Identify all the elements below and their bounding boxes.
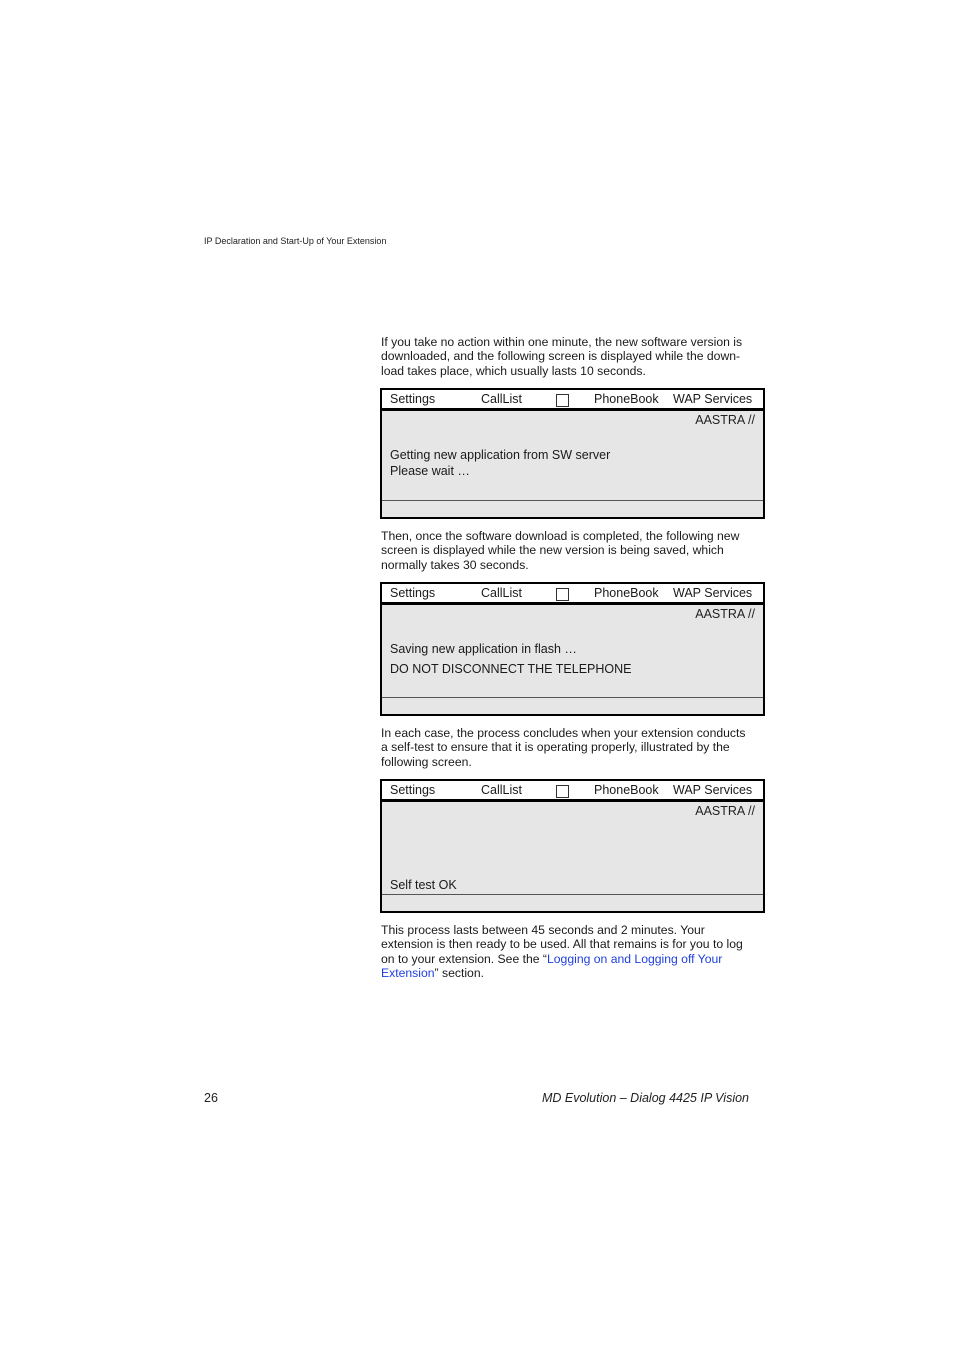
logging-on-off-link[interactable]: Logging on and Logging off Your Extension — [381, 951, 723, 981]
phone-screen-selftest — [380, 779, 765, 913]
menu-wap-services: WAP Services — [673, 586, 753, 600]
page-number: 26 — [204, 1091, 218, 1105]
menu-checkbox-icon — [556, 588, 569, 601]
screen-message-line-1: Getting new application from SW server — [390, 448, 611, 462]
screen-menu-bar — [382, 390, 763, 411]
menu-calllist: CallList — [481, 392, 522, 406]
menu-checkbox-icon — [556, 394, 569, 407]
menu-wap-services: WAP Services — [673, 392, 753, 406]
screen-menu-bar — [382, 781, 763, 802]
screen-body — [382, 411, 763, 501]
menu-calllist: CallList — [481, 783, 522, 797]
menu-phonebook: PhoneBook — [594, 586, 659, 600]
screen-footer-bar — [382, 501, 763, 517]
screen-body — [382, 605, 763, 698]
menu-settings: Settings — [390, 392, 436, 406]
aastra-logo: AASTRA // — [695, 607, 755, 621]
screen-message-line-2: DO NOT DISCONNECT THE TELEPHONE — [390, 662, 632, 676]
menu-calllist: CallList — [481, 586, 522, 600]
menu-settings: Settings — [390, 586, 436, 600]
screen-message-line-1: Saving new application in flash … — [390, 642, 577, 656]
menu-phonebook: PhoneBook — [594, 783, 659, 797]
document-title: MD Evolution – Dialog 4425 IP Vision — [541, 1091, 749, 1105]
running-header: IP Declaration and Start-Up of Your Extension — [204, 236, 387, 246]
paragraph-process-complete — [381, 923, 753, 981]
menu-wap-services: WAP Services — [673, 783, 753, 797]
menu-phonebook: PhoneBook — [594, 392, 659, 406]
aastra-logo: AASTRA // — [695, 413, 755, 427]
menu-settings: Settings — [390, 783, 436, 797]
screen-footer-bar — [382, 698, 763, 714]
screen-footer-bar — [382, 895, 763, 911]
aastra-logo: AASTRA // — [695, 804, 755, 818]
screen-message-line-1: Self test OK — [390, 878, 457, 892]
screen-body — [382, 802, 763, 895]
menu-checkbox-icon — [556, 785, 569, 798]
paragraph-text-after-link: ” section. — [434, 966, 484, 981]
screen-message-line-2: Please wait … — [390, 464, 470, 478]
screen-menu-bar — [382, 584, 763, 605]
phone-screen-saving — [380, 582, 765, 716]
paragraph-text-before-link: This process lasts between 45 seconds and 2 minutes. Your extension is then ready to be used. All that remains is for you to log on to your extension. See the “ — [381, 923, 743, 966]
paragraph-saving-intro: Then, once the software download is completed, the following new screen is displayed while the new version is being saved, which normally takes 30 seconds. — [381, 529, 740, 572]
phone-screen-download — [380, 388, 765, 519]
paragraph-download-intro: If you take no action within one minute, the new software version is downloaded, and the following screen is displayed while the down-load takes place, which usually lasts 10 seconds. — [381, 335, 743, 378]
paragraph-selftest-intro: In each case, the process concludes when your extension conducts a self-test to ensure that it is operating properly, illustrated by the following screen. — [381, 726, 746, 769]
